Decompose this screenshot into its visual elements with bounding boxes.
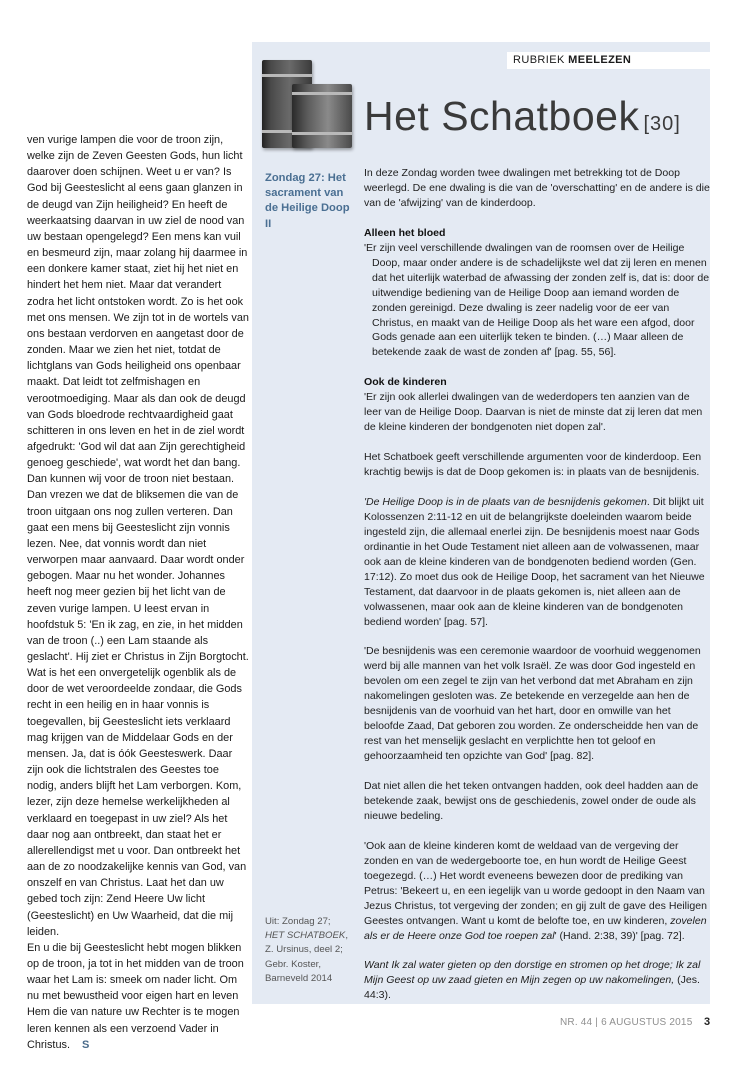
verse-reference: (Jes. 44:3). (364, 974, 700, 1002)
left-paragraph: ven vurige lampen die voor de troon zijn, welke zijn de Zeven Geesten Gods, hun licht daarover doen schijnen. Weet u er van? Is God bij Geesteslicht al eens gaan glanzen in de deugd van Zijn heiligheid? En heeft de weerkaatsing daarvan in uw ziel de nood van uw bestaan opengelegd? Een mens kan vuil en besmeurd zijn, maar zolang hij daarmee in een donkere kamer staat, ziet hij het niet en hindert het hem niet. Maar dat verandert zodra het licht ontstoken wordt. Zo is het ook met ons mensen. We zijn tot in de wortels van ons bestaan verdorven en aangetast door de zonden. Maar we zien het niet, totdat de lichtglans van Gods heiligheid ons openbaar maakt. Dat leidt tot zelfmishagen en verootmoediging. Maar als dan ook de deugd van Gods bloedrode rechtvaardigheid gaat schitteren in ons leven en het in de ziel wordt afgedrukt: 'God wil dat aan Zijn gerechtigheid genoeg geschiede', wat wordt het dan bang. Dan kunnen wij voor de troon niet bestaan. Dan vrezen we dat de bliksemen die van de troon uitgaan ons nog zullen verteren. Dan gaat een mens bij Geesteslicht zijn vonnis lezen. Nee, dat vonnis wordt dan niet verworpen maar aanvaard. Daar wordt onder gebogen. Maar nu het wonder. Johannes heeft nog meer gezien bij het licht van de zeven vurige lampen. U leest ervan in hoofdstuk 5: 'En ik zag, en zie, in het midden van de troon (..) een Lam staande als geslacht'. Hij ziet er Christus in Zijn Borgtocht. Wat is het een onvergetelijk ogenblik als de door de wet veroordeelde zondaar, die Gods recht in een heilig en in haar vonnis is toegevallen, bij Geesteslicht iets verklaard mag krijgen van de Middelaar Gods en der mensen. Ja, dat is óók Geesteswerk. Daar zijn ook die lichtstralen des Geestes toe nodig, anders blijft het Lam verborgen. Kom, lezer, zijn deze hemelse werkelijkheden al verklaard en toegepast in uw ziel? Als het daar nog aan ontbreekt, dan staat het er allerellendigst met u voor. Dan ontbreekt het aan de zo noodzakelijke kennis van God, van onszelf en van Christus. Laat het dan uw gebed toch zijn: Zend Heere Uw licht (Geesteslicht) en Uw Waarheid, dat die mij leiden. (27, 134, 249, 938)
left-paragraph-text: En u die bij Geesteslicht hebt mogen blikken op de troon, ja tot in het midden van de troon waar het Lam is: smeek om nader licht. Om nu met bewustheid voor eigen hart en leven Hem die van nature uw Rechter is te mogen leren kennen als een verzoend Vader in Christus. (27, 941, 244, 1051)
body-text: ' (Hand. 2:38, 39)' [pag. 72]. (554, 929, 685, 942)
italic-text: Want Ik zal water gieten op den dorstige en stromen op het droge; Ik zal Mijn Geest op uw zaad gieten en Mijn zegen op uw nakomelingen, (364, 959, 701, 987)
left-paragraph (27, 940, 249, 1053)
source-rest: , Z. Ursinus, deel 2; Gebr. Koster, Barneveld 2014 (265, 930, 348, 984)
sidebar-heading: Zondag 27: Het sacrament van de Heilige Doop II (265, 172, 350, 230)
article-title (364, 92, 681, 148)
source-book: HET SCHATBOEK (265, 930, 346, 942)
issue-number: [30] (643, 113, 681, 135)
quote-paragraph (364, 839, 710, 944)
left-column (27, 132, 249, 1053)
closing-verse (364, 958, 710, 1003)
italic-text: 'De Heilige Doop is in de plaats van de besnijdenis gekomen (364, 495, 647, 508)
rubriek-name: MEELEZEN (568, 54, 632, 66)
page-number: 3 (704, 1016, 711, 1028)
book-band (292, 132, 352, 135)
rubriek-label (507, 52, 710, 69)
section-heading: Alleen het bloed (364, 226, 446, 239)
book-band (262, 74, 312, 77)
book-cover-image (292, 84, 352, 148)
body-paragraph: Dat niet allen die het teken ontvangen hadden, ook deel hadden aan de betekende zaak, bewijst ons de geschiedenis, zowel onder de oude als nieuwe bedeling. (364, 779, 699, 822)
quote-paragraph: 'Er zijn ook allerlei dwalingen van de wederdopers ten aanzien van de leer van de Heilige Doop. Daarvan is niet de minste dat zij leren dat men de kleine kinderen der bondgenoten niet dopen zal'. (364, 391, 703, 434)
title-text: Het Schatboek (364, 93, 640, 139)
quote-paragraph (364, 495, 710, 630)
body-text: 'Ook aan de kleine kinderen komt de weldaad van de vergeving der zonden en van de wedergeboorte toe, en hun wordt de Heilige Geest toegezegd. (…) Het wordt eveneens bewezen door de prediking van Petrus: 'Bekeert u, en een iegelijk van u worde gedoopt in den Naam van Jezus Christus, tot vergeving der zonden; en gij zult de gave des Heiligen Geestes ontvangen. Want u komt de belofte toe, en uw kinderen, (364, 839, 707, 927)
body-text: . Dit blijkt uit Kolossenzen 2:11-12 en uit de belangrijkste doeleinden waarom beide ingesteld zijn, die allemaal enerlei zijn. De besnijdenis moest naar Gods ordinantie in het Oude Testament niet alleen aan de volwassenen, maar ook aan de kleine kinderen van de bondgenoten bediend worden (Gen. 17:12). Zo moet dus ook de Heilige Doop, het sacrament van het Nieuwe Testament, dat daarvoor in de plaats gekomen is, niet alleen aan de volwassenen, maar ook aan de kleine kinderen van de bondgenoten bediend worden' [pag. 57]. (364, 495, 705, 628)
body-paragraph: Het Schatboek geeft verschillende argumenten voor de kinderdoop. Een krachtig bewijs is dat de Doop gekomen is: in plaats van de besnijdenis. (364, 451, 702, 479)
quote-paragraph: 'Er zijn veel verschillende dwalingen van de roomsen over de Heilige Doop, maar onder andere is de schadelijkste wel dat zij leren en menen dat het uiterlijk waterbad de afwassing der zonden zelf is, dat is: door de uitwendige bediening van de Heilige Doop aan iemand worden de zonden gereinigd. Deze dwaling is zeer nadelig voor de eer van Christus, en maakt van de Heilige Doop als het ware een afgod, door Gods genade aan een uiterlijk teken te binden. (…) Maar alleen de betekende zaak de wast de zonden af' [pag. 55, 56]. (364, 241, 710, 359)
end-mark-icon: S (81, 1038, 90, 1051)
book-band (292, 92, 352, 95)
quote-paragraph: 'De besnijdenis was een ceremonie waardoor de voorhuid weggenomen werd bij alle mannen van het volk Israël. Ze was door God ingesteld en bevolen om een zegel te zijn van het verbond dat met Abraham en zijn nakomelingen gesloten was. Ze betekende en verzegelde aan hen de besnijdenis van de voorhuid van het hart, door en omwille van het beloofde Zaad, Dat geboren zou worden. Ze onderscheidde hen van de rest van het menselijk geslacht en verplichtte hen tot geloof en gehoorzaamheid ten opzichte van God' [pag. 82]. (364, 645, 701, 763)
source-prefix: Uit: Zondag 27; (265, 916, 331, 927)
footer-issue-info: NR. 44 | 6 AUGUSTUS 2015 (560, 1017, 693, 1028)
intro-paragraph: In deze Zondag worden twee dwalingen met betrekking tot de Doop weerlegd. De ene dwaling is die van de 'overschatting' en de andere is die van de 'afwijzing' van de kinderdoop. (364, 167, 710, 209)
section-heading: Ook de kinderen (364, 376, 447, 389)
italic-text: zovelen als er de Heere onze God toe roepen zal (364, 914, 707, 942)
source-note (265, 915, 355, 986)
rubriek-prefix: RUBRIEK (513, 54, 565, 66)
article-body (364, 166, 710, 1018)
